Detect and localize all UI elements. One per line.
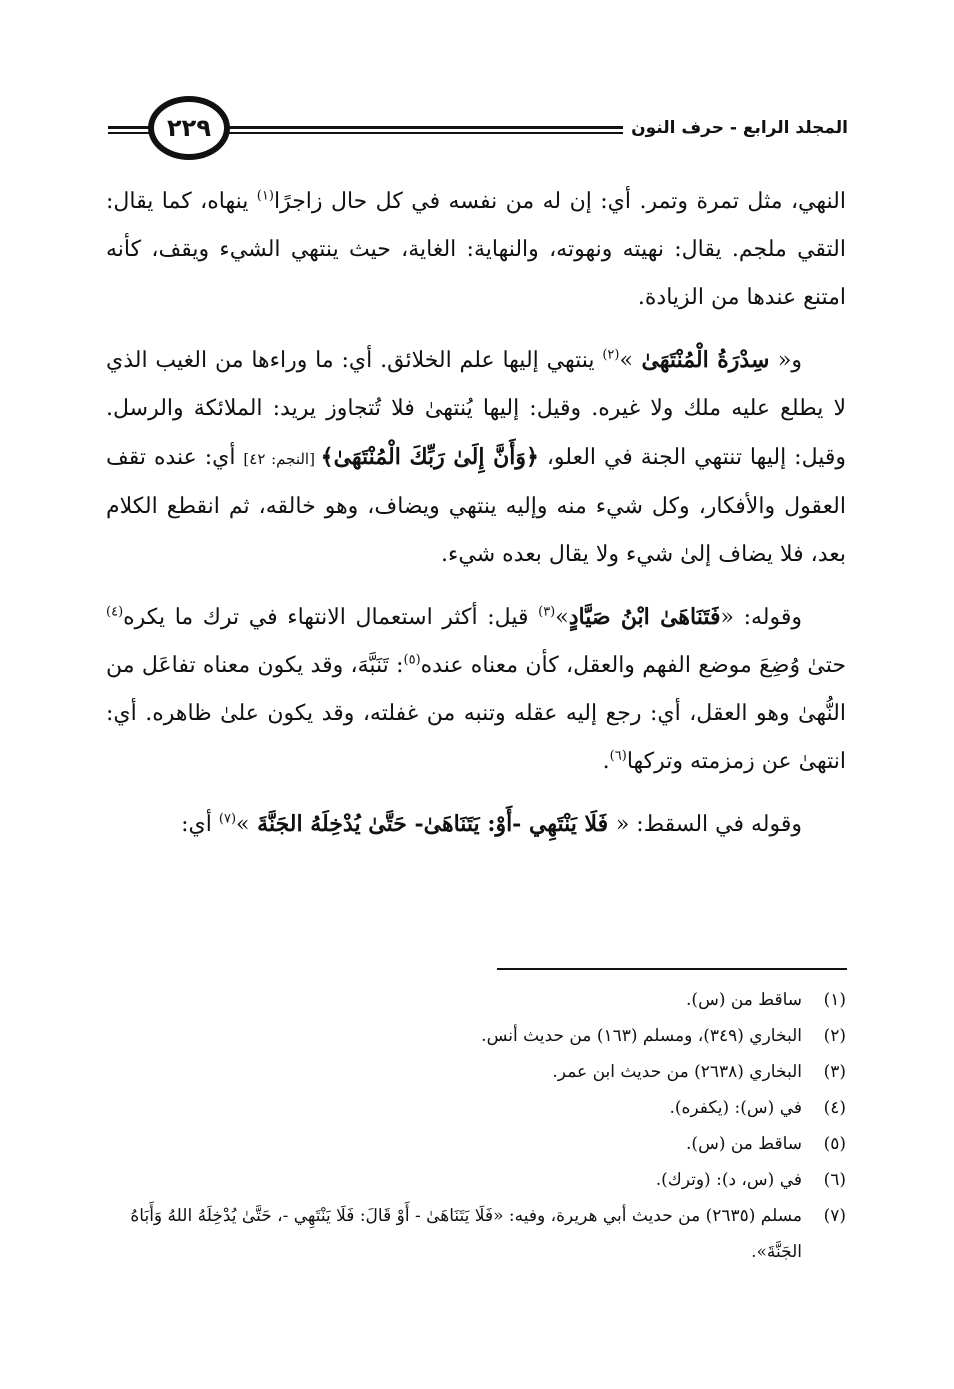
footnote-number: (٥) (823, 1134, 846, 1154)
footnote (106, 982, 846, 1018)
page-number-circle (148, 96, 230, 160)
footnote-text: مسلم (٢٦٣٥) من حديث أبي هريرة، وفيه: «فَلَا يَتَنَاهَىٰ - أَوْ قَالَ: فَلَا يَنْتَهِي -، حَتَّىٰ يُدْخِلَهُ اللهُ وَأَبَاهُ الجَنَّةَ». (130, 1206, 802, 1262)
footnote-text: في (س): (يكفره). (669, 1098, 802, 1118)
text-run: النهي، مثل تمرة وتمر. أي: إن له من نفسه في كل حال زاجرًا (273, 189, 846, 214)
footnotes (106, 982, 846, 1270)
quran-verse: ﴿وَأَنَّ إِلَىٰ رَبِّكَ الْمُنْتَهَىٰ﴾ (320, 444, 539, 470)
hadith-phrase: سِدْرَةُ الْمُنْتَهَىٰ (632, 347, 778, 373)
footnote (106, 1090, 846, 1126)
text-run: ينهاه، كما يقال: التقي ملجم. يقال: نهيته ونهوته، والنهاية: الغاية، حيث ينتهي الشيء ويقف، كأنه امتنع عندها من الزيادة. (106, 189, 846, 310)
footnote-number: (٧) (823, 1206, 846, 1226)
main-text (106, 178, 846, 863)
footnote-separator (497, 968, 847, 970)
footnote (106, 1126, 846, 1162)
footnote-ref: (٤) (106, 604, 124, 620)
footnote (106, 1054, 846, 1090)
text-run: » (619, 348, 633, 373)
verse-reference: [النجم: ٤٢] (243, 450, 321, 468)
hadith-phrase: فَتَنَاهَىٰ ابْنُ صَيَّادٍ (568, 604, 721, 630)
hadith-phrase: فَلَا يَنْتَهِي -أَوْ: يَتَنَاهَىٰ- حَتَّىٰ يُدْخِلَهُ الجَنَّةَ (249, 811, 616, 837)
footnote-ref: (١) (256, 188, 274, 204)
paragraph-4 (106, 800, 846, 849)
paragraph-2 (106, 336, 846, 579)
footnote-ref: (٥) (403, 652, 421, 668)
footnote-text: البخاري (٣٤٩)، ومسلم (١٦٣) من حديث أنس. (481, 1026, 802, 1046)
footnote (106, 1018, 846, 1054)
text-run: : تَنَبَّهَ، وقد يكون معناه تفاعَل من النُّهىٰ وهو العقل، أي: رجع إليه عقله وتنبه من غفلته، وقد يكون علىٰ ظاهره. أي: انتهىٰ عن زمزمته وتركها (106, 653, 846, 774)
text-run: قيل: أكثر استعمال الانتهاء في ترك ما يكره (123, 605, 539, 630)
page-header (108, 96, 848, 166)
running-head: المجلد الرابع - حرف النون (623, 118, 848, 138)
footnote-text: البخاري (٢٦٣٨) من حديث ابن عمر. (552, 1062, 802, 1082)
footnote-ref: (٦) (609, 748, 627, 764)
footnote-text: ساقط من (س). (686, 990, 802, 1010)
footnote-text: في (س، د): (وترك). (655, 1170, 802, 1190)
footnote-number: (٦) (823, 1170, 846, 1190)
footnote-ref: (٧) (218, 811, 237, 827)
text-run: ينتهي إليها علم الخلائق. أي: ما وراءها من الغيب الذي لا يطلع عليه ملك ولا غيره. وقيل: إليها يُنتهىٰ فلا تُتجاوز يريد: الملائكة والرسل. وقيل: إليها تنتهي الجنة في العلو، (106, 348, 847, 470)
paragraph-1 (106, 178, 846, 322)
footnote (106, 1198, 846, 1270)
text-run: » (236, 812, 250, 837)
footnote-number: (٤) (823, 1098, 846, 1118)
text-run: . (602, 749, 610, 774)
paragraph-3 (106, 593, 846, 786)
text-run: أي: عنده تقف العقول والأفكار، وكل شيء منه وإليه ينتهي ويضاف، وهو خالقه، ثم انقطع الكلام بعد، فلا يضاف إلىٰ شيء ولا يقال بعده شيء. (106, 445, 846, 567)
footnote-number: (١) (823, 990, 846, 1010)
footnote-number: (٢) (823, 1026, 846, 1046)
text-run: وقوله: « (720, 605, 803, 630)
page-number: ٢٢٩ (167, 114, 211, 142)
footnote (106, 1162, 846, 1198)
text-run: و« (777, 348, 802, 373)
text-run: حتىٰ وُضِعَ موضع الفهم والعقل، كأن معناه عنده (420, 653, 846, 678)
footnote-ref: (٢) (602, 347, 620, 363)
footnote-text: ساقط من (س). (686, 1134, 802, 1154)
text-run: » (555, 605, 569, 630)
text-run: وقوله في السقط: « (615, 812, 802, 837)
text-run: أي: (181, 812, 219, 837)
footnote-number: (٣) (823, 1062, 846, 1082)
footnote-ref: (٣) (538, 604, 556, 620)
